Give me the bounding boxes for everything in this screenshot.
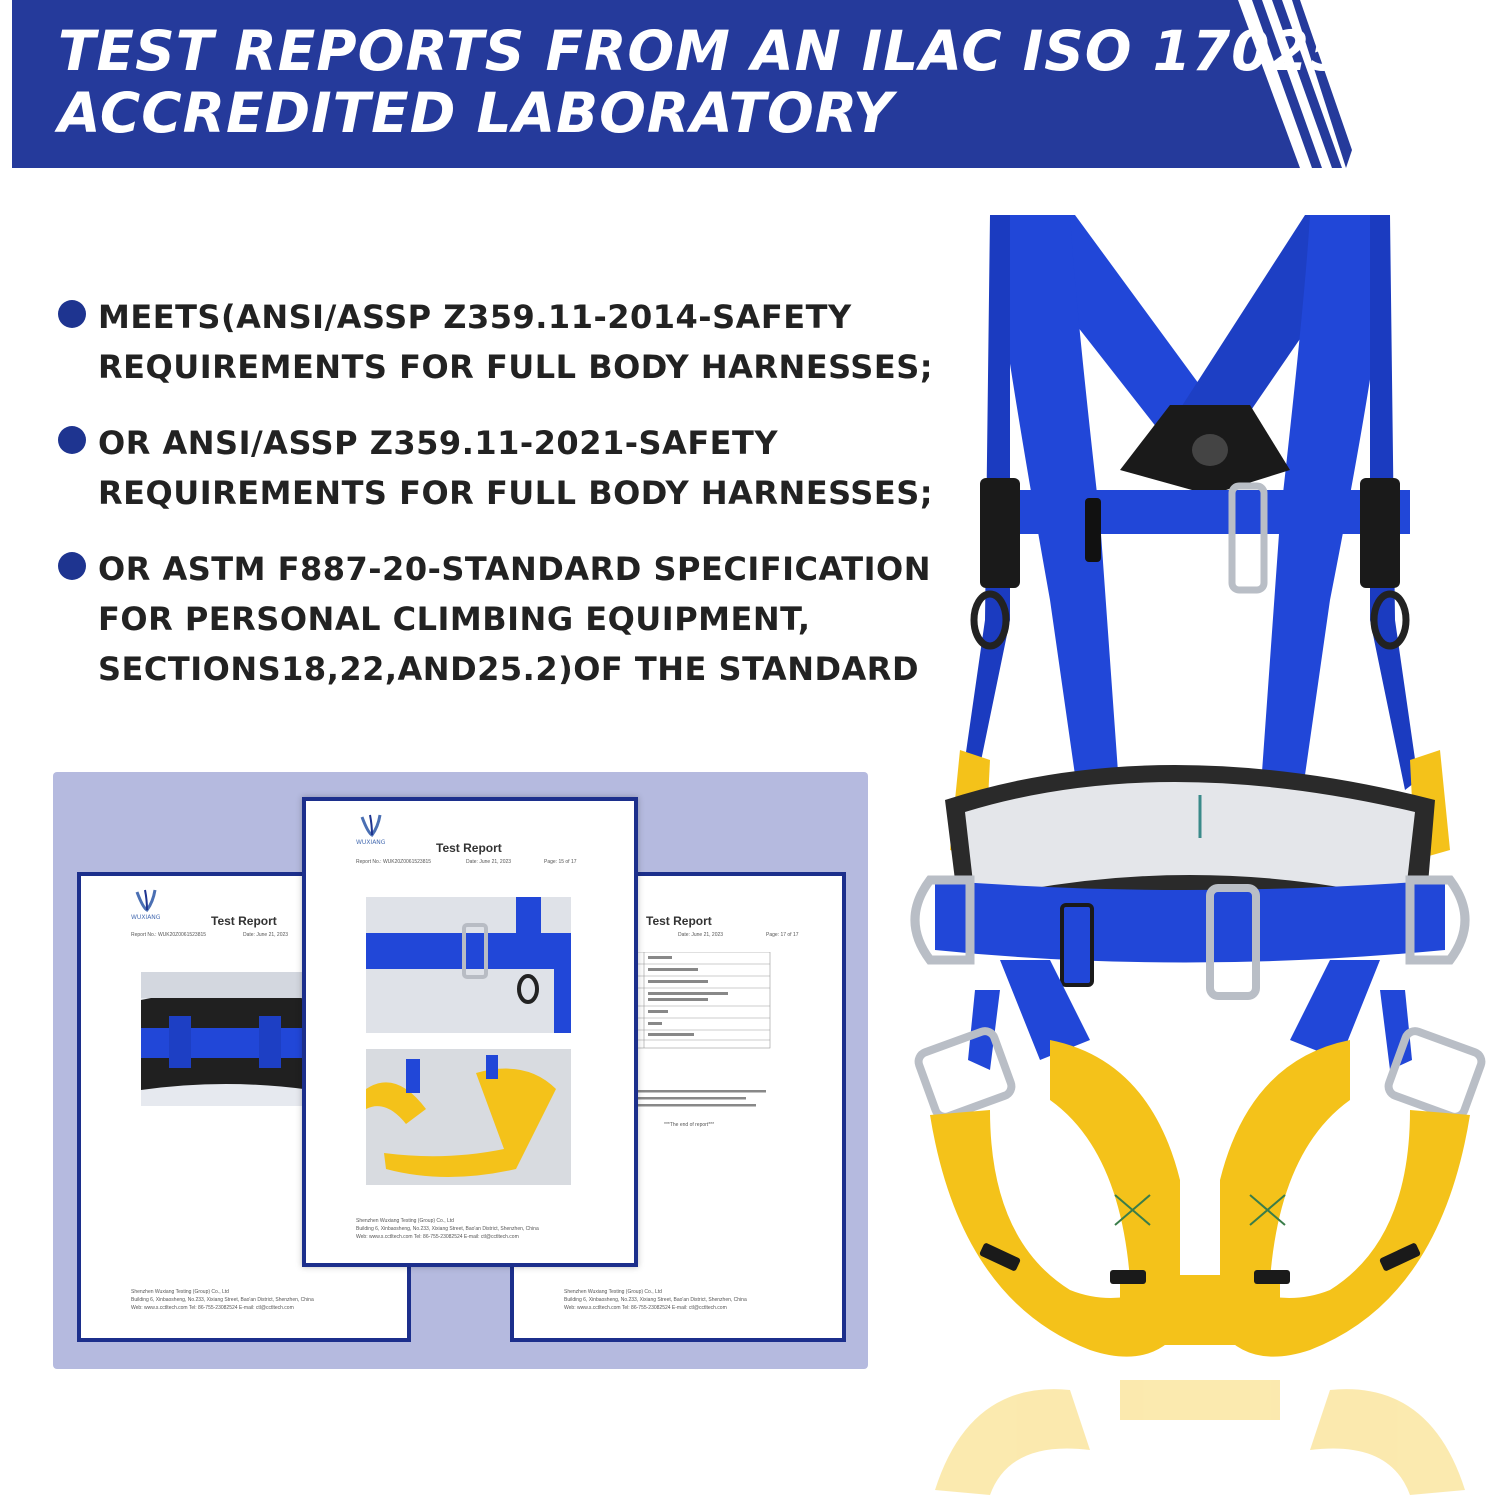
company-logo-icon: [133, 888, 159, 912]
standard-text: FOR PERSONAL CLIMBING EQUIPMENT,: [98, 600, 811, 638]
harness-illustration: [905, 205, 1495, 1500]
standard-text: SECTIONS18,22,AND25.2)OF THE STANDARD: [98, 650, 919, 688]
standard-text: REQUIREMENTS FOR FULL BODY HARNESSES;: [98, 348, 934, 386]
document-footer: [356, 1217, 539, 1241]
document-title: Test Report: [211, 914, 277, 928]
company-logo-text: WUXIANG: [356, 839, 386, 846]
test-report-document-center: [302, 797, 638, 1267]
document-footer: [131, 1288, 314, 1312]
harness-leg-strap-photo: [366, 1049, 571, 1185]
standard-text: MEETS(ANSI/ASSP Z359.11-2014-SAFETY: [98, 298, 852, 336]
standard-text: REQUIREMENTS FOR FULL BODY HARNESSES;: [98, 474, 934, 512]
full-body-harness-image: [905, 205, 1495, 1500]
standard-item-1: [58, 292, 934, 392]
standard-text: OR ASTM F887-20-STANDARD SPECIFICATION: [98, 550, 931, 588]
standard-text: OR ANSI/ASSP Z359.11-2021-SAFETY: [98, 424, 779, 462]
report-number: Report No.: WUK20Z0061523815: [356, 859, 432, 865]
standards-list: [58, 292, 934, 720]
footer-line: Building 6, Xinbaosheng, No.233, Xixiang Street, Bao'an District, Shenzhen, China: [131, 1297, 314, 1303]
bullet-dot-icon: [58, 552, 86, 580]
company-logo-icon: [358, 813, 384, 837]
document-title: Test Report: [436, 841, 502, 855]
report-date: Date: June 21, 2023: [243, 932, 289, 938]
bullet-dot-icon: [58, 426, 86, 454]
bullet-dot-icon: [58, 300, 86, 328]
report-conclusion-text: [626, 1064, 786, 1128]
report-data-table: [634, 952, 774, 1052]
harness-belt-photo: [141, 972, 311, 1106]
footer-line: Shenzhen Wuxiang Testing (Group) Co., Ltd: [356, 1218, 454, 1224]
banner-title-line-2: ACCREDITED LABORATORY: [58, 81, 894, 145]
footer-line: Building 6, Xinbaosheng, No.233, Xixiang Street, Bao'an District, Shenzhen, China: [564, 1297, 747, 1303]
end-of-report-text: ***The end of report***: [664, 1122, 715, 1128]
standard-item-2: [58, 418, 934, 518]
test-report-panel: [53, 772, 868, 1369]
banner-title-line-1: TEST REPORTS FROM AN ILAC ISO 17025: [58, 19, 1350, 83]
footer-line: Shenzhen Wuxiang Testing (Group) Co., Ltd: [131, 1289, 229, 1295]
company-logo-text: WUXIANG: [131, 914, 161, 921]
header-banner: [0, 0, 1500, 172]
report-number: Report No.: WUK20Z0061523815: [131, 932, 207, 938]
footer-line: Shenzhen Wuxiang Testing (Group) Co., Ltd: [564, 1289, 662, 1295]
report-date: Date: June 21, 2023: [678, 932, 724, 938]
harness-chest-photo: [366, 897, 571, 1033]
report-date: Date: June 21, 2023: [466, 859, 512, 865]
document-title: Test Report: [646, 914, 712, 928]
footer-line: Building 6, Xinbaosheng, No.233, Xixiang Street, Bao'an District, Shenzhen, China: [356, 1226, 539, 1232]
standard-item-3: [58, 544, 931, 694]
page-number: Page: 17 of 17: [766, 932, 799, 938]
document-footer: [564, 1288, 747, 1312]
footer-line: Web: www.s.cctltech.com Tel: 86-755-23082524 E-mail: ctl@cctltech.com: [131, 1305, 294, 1311]
footer-line: Web: www.s.cctltech.com Tel: 86-755-23082524 E-mail: ctl@cctltech.com: [356, 1234, 519, 1240]
page-number: Page: 15 of 17: [544, 859, 577, 865]
footer-line: Web: www.s.cctltech.com Tel: 86-755-23082524 E-mail: ctl@cctltech.com: [564, 1305, 727, 1311]
